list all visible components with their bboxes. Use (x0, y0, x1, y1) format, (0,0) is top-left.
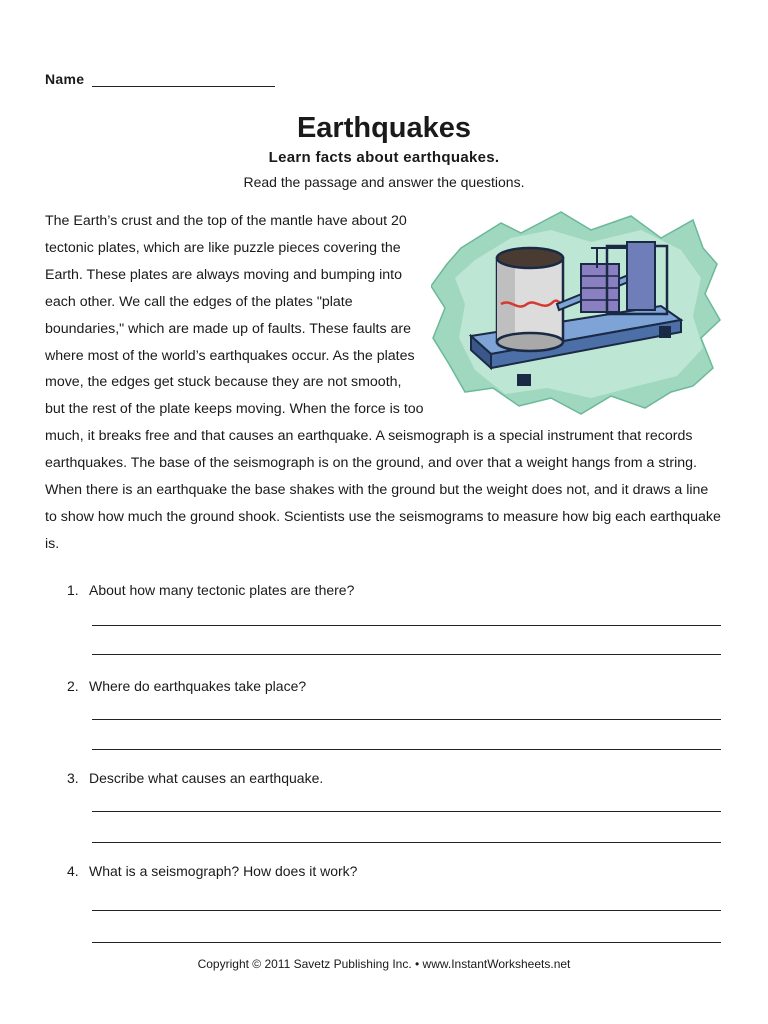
answer-line-3b[interactable] (92, 842, 721, 843)
name-field[interactable] (92, 66, 275, 87)
question-text: What is a seismograph? How does it work? (89, 863, 358, 879)
answer-line-4b[interactable] (92, 942, 721, 943)
question-number: 1. (67, 582, 79, 598)
passage-text: The Earth’s crust and the top of the mantle have about 20 tectonic plates, which are like puzzle pieces covering the Earth. These plates are always moving and bumping into each other. We call the edges of the plates "plate boundaries," which are made up of faults. These faults are where most of the world’s earthquakes occur. As the plates move, the edges get stuck because they are not smooth, but the rest of the plate keeps moving. When the force is too much, it breaks free and that causes an earthquake. A seismograph is a special instrument that records earthquakes. The base of the seismograph is on the ground, and over that a weight hangs from a string. When there is an earthquake the base shakes with the ground but the weight does not, and it draws a line to show how much the ground shook. Scientists use the seismograms to measure how big each earthquake is. (45, 213, 721, 552)
question-2 (67, 678, 306, 694)
question-text: Describe what causes an earthquake. (89, 770, 324, 786)
question-number: 2. (67, 678, 79, 694)
answer-line-2a[interactable] (92, 719, 721, 720)
answer-line-4a[interactable] (92, 910, 721, 911)
page-title: Earthquakes (296, 112, 472, 144)
instructions: Read the passage and answer the questions. (243, 174, 525, 190)
passage-block (45, 208, 721, 558)
question-text: About how many tectonic plates are there? (89, 582, 355, 598)
question-number: 4. (67, 863, 79, 879)
answer-line-1a[interactable] (92, 625, 721, 626)
footer-copyright: Copyright © 2011 Savetz Publishing Inc. • www.InstantWorksheets.net (197, 957, 571, 971)
subtitle: Learn facts about earthquakes. (268, 149, 500, 166)
answer-line-1b[interactable] (92, 654, 721, 655)
name-label: Name (45, 71, 85, 87)
question-1 (67, 582, 354, 598)
seismograph-illustration (431, 208, 721, 422)
question-number: 3. (67, 770, 79, 786)
name-row (45, 66, 275, 87)
answer-line-3a[interactable] (92, 811, 721, 812)
question-text: Where do earthquakes take place? (89, 678, 307, 694)
answer-line-2b[interactable] (92, 749, 721, 750)
question-3 (67, 770, 323, 786)
question-4 (67, 863, 357, 879)
